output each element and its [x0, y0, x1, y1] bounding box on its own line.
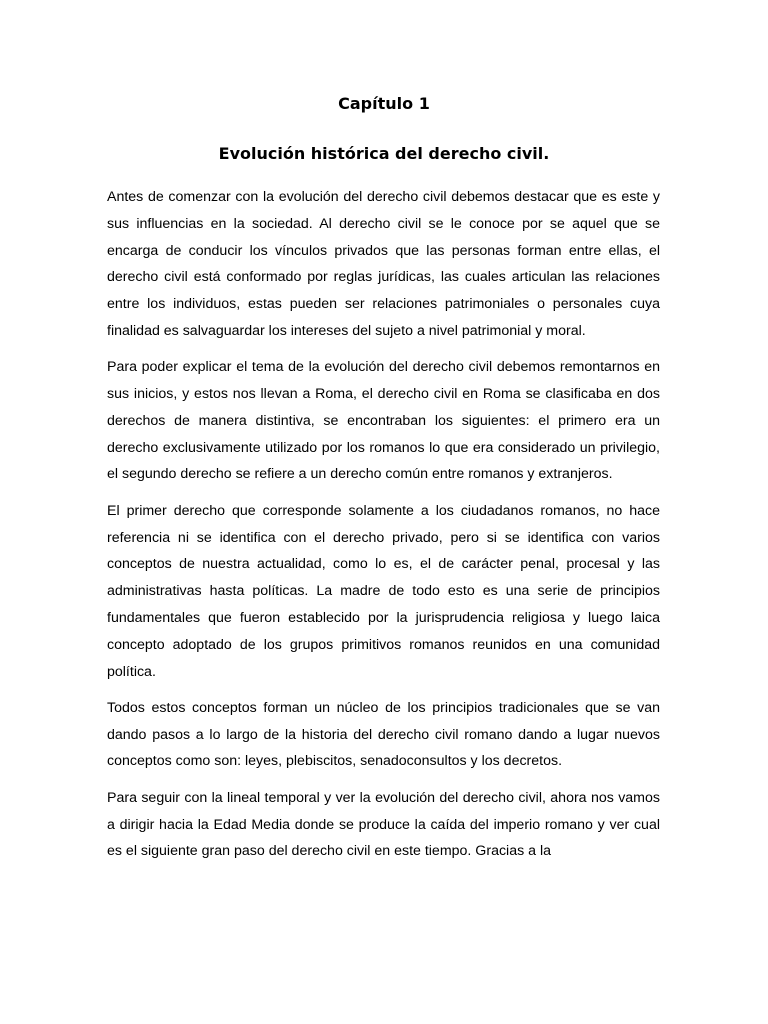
paragraph: El primer derecho que corresponde solamente a los ciudadanos romanos, no hace referencia ni se identifica con el derecho privado, pero si se identifica con varios conceptos de nuestra actualidad, como lo es, el de carácter penal, procesal y las administrativas hasta políticas. La madre de todo esto es una serie de principios fundamentales que fueron establecido por la jurisprudencia religiosa y luego laica concepto adoptado de los grupos primitivos romanos reunidos en una comunidad política. [107, 502, 660, 680]
paragraph: Todos estos conceptos forman un núcleo de los principios tradicionales que se van dando pasos a lo largo de la historia del derecho civil romano dando a lugar nuevos conceptos como son: leyes, plebiscitos, senadoconsultos y los decretos. [107, 699, 660, 770]
paragraph: Antes de comenzar con la evolución del derecho civil debemos destacar que es este y sus influencias en la sociedad. Al derecho civil se le conoce por se aquel que se encarga de conducir los vínculos privados que las personas forman entre ellas, el derecho civil está conformado por reglas jurídicas, las cuales articulan las relaciones entre los individuos, estas pueden ser relaciones patrimoniales o personales cuya finalidad es salvaguardar los intereses del sujeto a nivel patrimonial y moral. [107, 189, 660, 339]
paragraph: Para poder explicar el tema de la evolución del derecho civil debemos remontarnos en sus inicios, y estos nos llevan a Roma, el derecho civil en Roma se clasificaba en dos derechos de manera distintiva, se encontraban los siguientes: el primero era un derecho exclusivamente utilizado por los romanos lo que era considerado un privilegio, el segundo derecho se refiere a un derecho común entre romanos y extranjeros. [107, 359, 660, 483]
paragraph: Para seguir con la lineal temporal y ver la evolución del derecho civil, ahora nos vamos a dirigir hacia la Edad Media donde se produce la caída del imperio romano y ver cual es el siguiente gran paso del derecho civil en este tiempo. Gracias a la [107, 789, 660, 860]
body-text [107, 184, 660, 875]
section-title: Evolución histórica del derecho civil. [218, 144, 550, 163]
chapter-heading: Capítulo 1 [338, 94, 430, 113]
